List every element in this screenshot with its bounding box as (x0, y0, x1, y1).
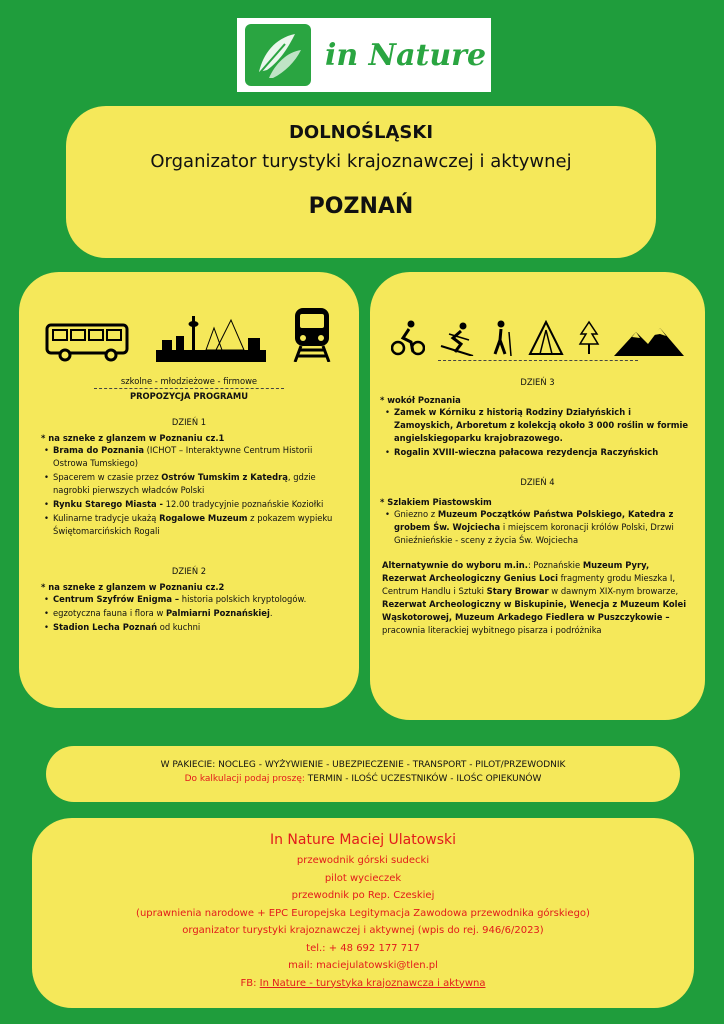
day4-title: DZIEŃ 4 (520, 477, 555, 488)
activity-icons (370, 312, 705, 356)
day3-list (370, 406, 705, 459)
tagline: szkolne - młodzieżowe - firmowe (120, 376, 258, 386)
contact-name: In Nature Maciej Ulatowski (269, 832, 457, 848)
program-label: PROPOZYCJA PROGRAMU (129, 391, 249, 401)
skier-icon (439, 322, 475, 356)
list-item: • Kulinarne tradycje ukażą Rogalowe Muzeum z pokazem wypieku Świętomarcińskich Rogali (53, 512, 347, 538)
day3-section: * wokół Poznania (380, 395, 461, 405)
region-title: DOLNOŚLĄSKI (288, 122, 434, 143)
hiker-icon (489, 320, 515, 356)
list-item: • Rynku Starego Miasta - 12.00 tradycyjnie poznańskie Koziołki (53, 498, 347, 511)
list-item: • Centrum Szyfrów Enigma – historia polskich kryptologów. (53, 593, 347, 606)
logo (237, 18, 491, 92)
day2-list (19, 593, 359, 634)
day1-title: DZIEŃ 1 (171, 417, 207, 427)
divider (94, 388, 284, 389)
mountains-icon (614, 326, 684, 356)
contact-line: przewodnik po Rep. Czeskiej (291, 890, 435, 901)
package-panel (46, 746, 680, 802)
facebook-line: FB: In Nature - turystyka krajoznawcza i aktywna (240, 977, 486, 989)
facebook-link[interactable]: In Nature - turystyka krajoznawcza i aktywna (259, 977, 486, 989)
day1-list (19, 444, 359, 538)
list-item: • Brama do Poznania (ICHOT – Interaktywne Centrum Historii Ostrowa Tumskiego) (53, 444, 347, 470)
right-program-panel (370, 272, 705, 720)
contact-line: organizator turystyki krajoznawczej i aktywnej (wpis do rej. 946/6/2023) (182, 925, 544, 936)
list-item: • Rogalin XVIII-wieczna pałacowa rezydencja Raczyńskich (394, 446, 691, 459)
train-icon (291, 306, 333, 362)
package-line: W PAKIECIE: NOCLEG - WYŻYWIENIE - UBEZPIECZENIE - TRANSPORT - PILOT/PRZEWODNIK (160, 760, 566, 770)
day2-title: DZIEŃ 2 (171, 566, 207, 577)
left-program-panel (19, 272, 359, 708)
list-item: • Gniezno z Muzeum Początków Państwa Polskiego, Katedra z grobem Św. Wojciecha i miejscem koronacji królów Polski, Drzwi Gnieźnieńskie - sceny z życia Św. Wojciecha (394, 508, 691, 547)
day1-section: * na szneke z glanzem w Poznaniu cz.1 (41, 433, 225, 443)
list-item: • Spacerem w czasie przez Ostrów Tumskim z Katedrą, gdzie nagrobki pierwszych władców Polski (53, 471, 347, 497)
list-item: • egzotyczna fauna i flora w Palmiarni Poznańskiej. (53, 607, 347, 620)
transport-icons (19, 306, 359, 362)
day2-section: * na szneke z glanzem w Poznaniu cz.2 (41, 582, 225, 593)
list-item: • Stadion Lecha Poznań od kuchni (53, 621, 347, 634)
city-skyline-icon (156, 310, 266, 362)
day4-list (370, 508, 705, 547)
contact-line: przewodnik górski sudecki (296, 855, 430, 866)
bus-icon (45, 322, 131, 362)
day4-section: * Szlakiem Piastowskim (380, 497, 492, 508)
city-title: POZNAŃ (308, 194, 414, 219)
tent-icon (528, 320, 564, 356)
phone: tel.: + 48 692 177 717 (306, 942, 420, 954)
cyclist-icon (391, 320, 425, 356)
header-panel (66, 106, 656, 258)
email: mail: maciejulatowski@tlen.pl (288, 960, 438, 971)
leaf-logo-icon (245, 24, 311, 86)
divider (438, 360, 638, 361)
list-item: • Zamek w Kórniku z historią Rodziny Działyńskich i Zamoyskich, Arboretum z kolekcją około 3 000 roślin w formie angielskiegoparku krajobrazowego. (394, 406, 691, 445)
day3-title: DZIEŃ 3 (520, 377, 555, 387)
tree-icon (578, 320, 600, 356)
calc-line: Do kalkulacji podaj proszę: TERMIN - ILOŚĆ UCZESTNIKÓW - ILOŚC OPIEKUNÓW (184, 774, 542, 784)
contact-panel (32, 818, 694, 1008)
logo-text: in Nature (325, 37, 487, 73)
subtitle: Organizator turystyki krajoznawczej i aktywnej (150, 151, 572, 172)
contact-line: pilot wycieczek (324, 872, 402, 884)
contact-line: (uprawnienia narodowe + EPC Europejska Legitymacja Zawodowa przewodnika górskiego) (136, 907, 590, 919)
alternatives-text: Alternatywnie do wyboru m.in.: Poznańskie Muzeum Pyry, Rezerwat Archeologiczny Genius Loci fragmenty grodu Mieszka I, Centrum Handlu i Sztuki Stary Browar w dawnym XIX-nym browarze, Rezerwat Archeologiczny w Biskupinie, Wenecja z Muzeum Kolei Wąskotorowej, Muzeum Arkadego Fiedlera w Puszczykowie – pracownia literackiej wybitnego pisarza i podróżnika (382, 560, 687, 636)
